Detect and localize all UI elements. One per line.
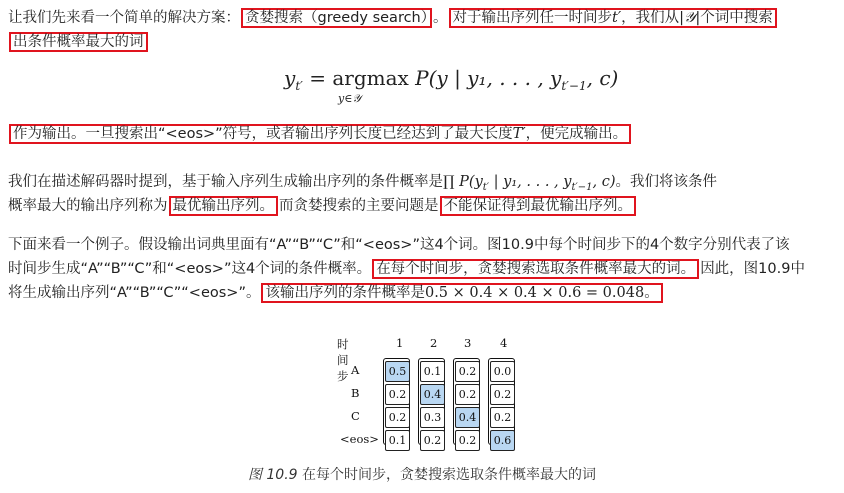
step-2-label: 2 <box>430 336 438 350</box>
prob-cell-r1-c3: 0.2 <box>455 361 480 382</box>
step-4-label: 4 <box>500 336 508 350</box>
p1-punct: 。 <box>433 10 448 26</box>
p2-a: 作为输出。一旦搜索出“<eos>”符号，或者输出序列长度已经达到了最大长度 <box>13 126 513 142</box>
optimal-seq-highlight: 最优输出序列。 <box>169 196 279 216</box>
p3-line2-a: 概率最大的输出序列称为 <box>8 198 168 214</box>
p4-line2-b: 因此，图10.9中 <box>700 261 805 277</box>
prob-cell-r2-c3: 0.2 <box>455 384 480 405</box>
timestep-header: 时间步 <box>337 337 349 383</box>
caption-text: 在每个时间步，贪婪搜索选取条件概率最大的词 <box>297 467 597 483</box>
paragraph-1-line-2 <box>8 32 149 52</box>
product-formula: ∏ P(y <box>443 174 483 190</box>
caption-number: 图 10.9 <box>247 467 298 483</box>
row-label-eos: <eos> <box>340 432 379 446</box>
max-length-T: T′ <box>512 126 526 142</box>
step-3-label: 3 <box>464 336 472 350</box>
max-prob-word-highlight: 出条件概率最大的词 <box>9 32 148 52</box>
prob-cell-r4-c2: 0.2 <box>420 430 445 451</box>
p4-hl-end: 。 <box>644 285 659 301</box>
p4-line1: 下面来看一个例子。假设输出词典里面有“A”“B”“C”和“<eos>”这4个词。图10.9中每个时间步下的4个数字分别代表了该 <box>8 237 790 253</box>
formula-lhs-sub: t′ <box>295 79 303 93</box>
prob-cell-r2-c4: 0.2 <box>490 384 515 405</box>
timestep-highlight <box>449 8 777 28</box>
formula-eq: = argmax <box>302 66 416 90</box>
prob-cell-r3-c4: 0.2 <box>490 407 515 428</box>
row-label-b: B <box>351 386 360 400</box>
prob-cell-r1-c4: 0.0 <box>490 361 515 382</box>
row-label-c: C <box>351 409 360 423</box>
paragraph-4-line-3 <box>8 283 664 303</box>
p2-b: ，便完成输出。 <box>525 126 628 142</box>
p1-hl-b: ，我们从| <box>621 10 685 26</box>
p1-hl-c: |个词中搜索 <box>695 10 773 26</box>
prob-cell-r3-c1: 0.2 <box>385 407 410 428</box>
row-label-a: A <box>351 363 360 377</box>
prob-cell-r2-c1: 0.2 <box>385 384 410 405</box>
probability-highlight <box>261 283 662 303</box>
formula-rhs: P(y | y₁, . . . , y <box>415 66 562 90</box>
paragraph-3-line-1: 我们在描述解码器时提到，基于输入序列生成输出序列的条件概率是∏ $P(y_{t'}$ | y₁, . . . , $y_{t'-1}$, c)。我们将该条件 <box>8 174 717 193</box>
p4-line2-a: 时间步生成“A”“B”“C”和“<eos>”这4个词的条件概率。 <box>8 261 372 277</box>
each-step-highlight: 在每个时间步，贪婪搜索选取条件概率最大的词。 <box>372 259 699 279</box>
paragraph-2 <box>8 124 632 144</box>
prob-cell-r4-c1: 0.1 <box>385 430 410 451</box>
formula-under: y∈𝒴 <box>338 92 361 105</box>
formula-rhs-end: , c) <box>586 66 619 90</box>
prob-cell-r4-c3: 0.2 <box>455 430 480 451</box>
step-1-label: 1 <box>396 336 404 350</box>
prob-cell-r3-c3: 0.4 <box>455 407 480 428</box>
not-guaranteed-highlight: 不能保证得到最优输出序列。 <box>440 196 637 216</box>
formula-lhs: y <box>284 66 296 90</box>
formula-rhs-sub: t′−1 <box>561 79 587 93</box>
argmax-formula <box>284 66 619 105</box>
p3-line1-b: 。我们将该条件 <box>615 174 717 190</box>
paragraph-3-line-2 <box>8 196 637 216</box>
prob-cell-r4-c4: 0.6 <box>490 430 515 451</box>
paragraph-4-line-2 <box>8 259 805 279</box>
prob-cell-r3-c2: 0.3 <box>420 407 445 428</box>
prob-cell-r1-c1: 0.5 <box>385 361 410 382</box>
product-end: , c) <box>592 174 616 190</box>
paragraph-4-line-1 <box>8 235 790 255</box>
product-tail: | y₁, . . . , y <box>489 174 572 190</box>
p1-pre: 让我们先来看一个简单的解决方案： <box>8 10 240 26</box>
greedy-search-highlight: 贪婪搜索（greedy search） <box>241 8 432 28</box>
t-prime: t′ <box>612 10 622 26</box>
prob-cell-r2-c2: 0.4 <box>420 384 445 405</box>
vocab-set: 𝒴 <box>684 10 696 26</box>
p4-hl-prob: 该输出序列的条件概率是 <box>265 285 425 301</box>
paragraph-1-line-1 <box>8 8 778 28</box>
probability-expression: 0.5 × 0.4 × 0.4 × 0.6 = 0.048 <box>424 285 645 301</box>
p3-line1-a: 我们在描述解码器时提到，基于输入序列生成输出序列的条件概率是 <box>8 174 443 190</box>
p3-line2-b: 而贪婪搜索的主要问题是 <box>279 198 439 214</box>
p1-hl-a: 对于输出序列任一时间步 <box>452 10 612 26</box>
prob-cell-r1-c2: 0.1 <box>420 361 445 382</box>
p4-line3-a: 将生成输出序列“A”“B”“C”“<eos>”。 <box>8 285 261 301</box>
figure-caption <box>0 464 844 484</box>
completion-highlight <box>9 124 631 144</box>
